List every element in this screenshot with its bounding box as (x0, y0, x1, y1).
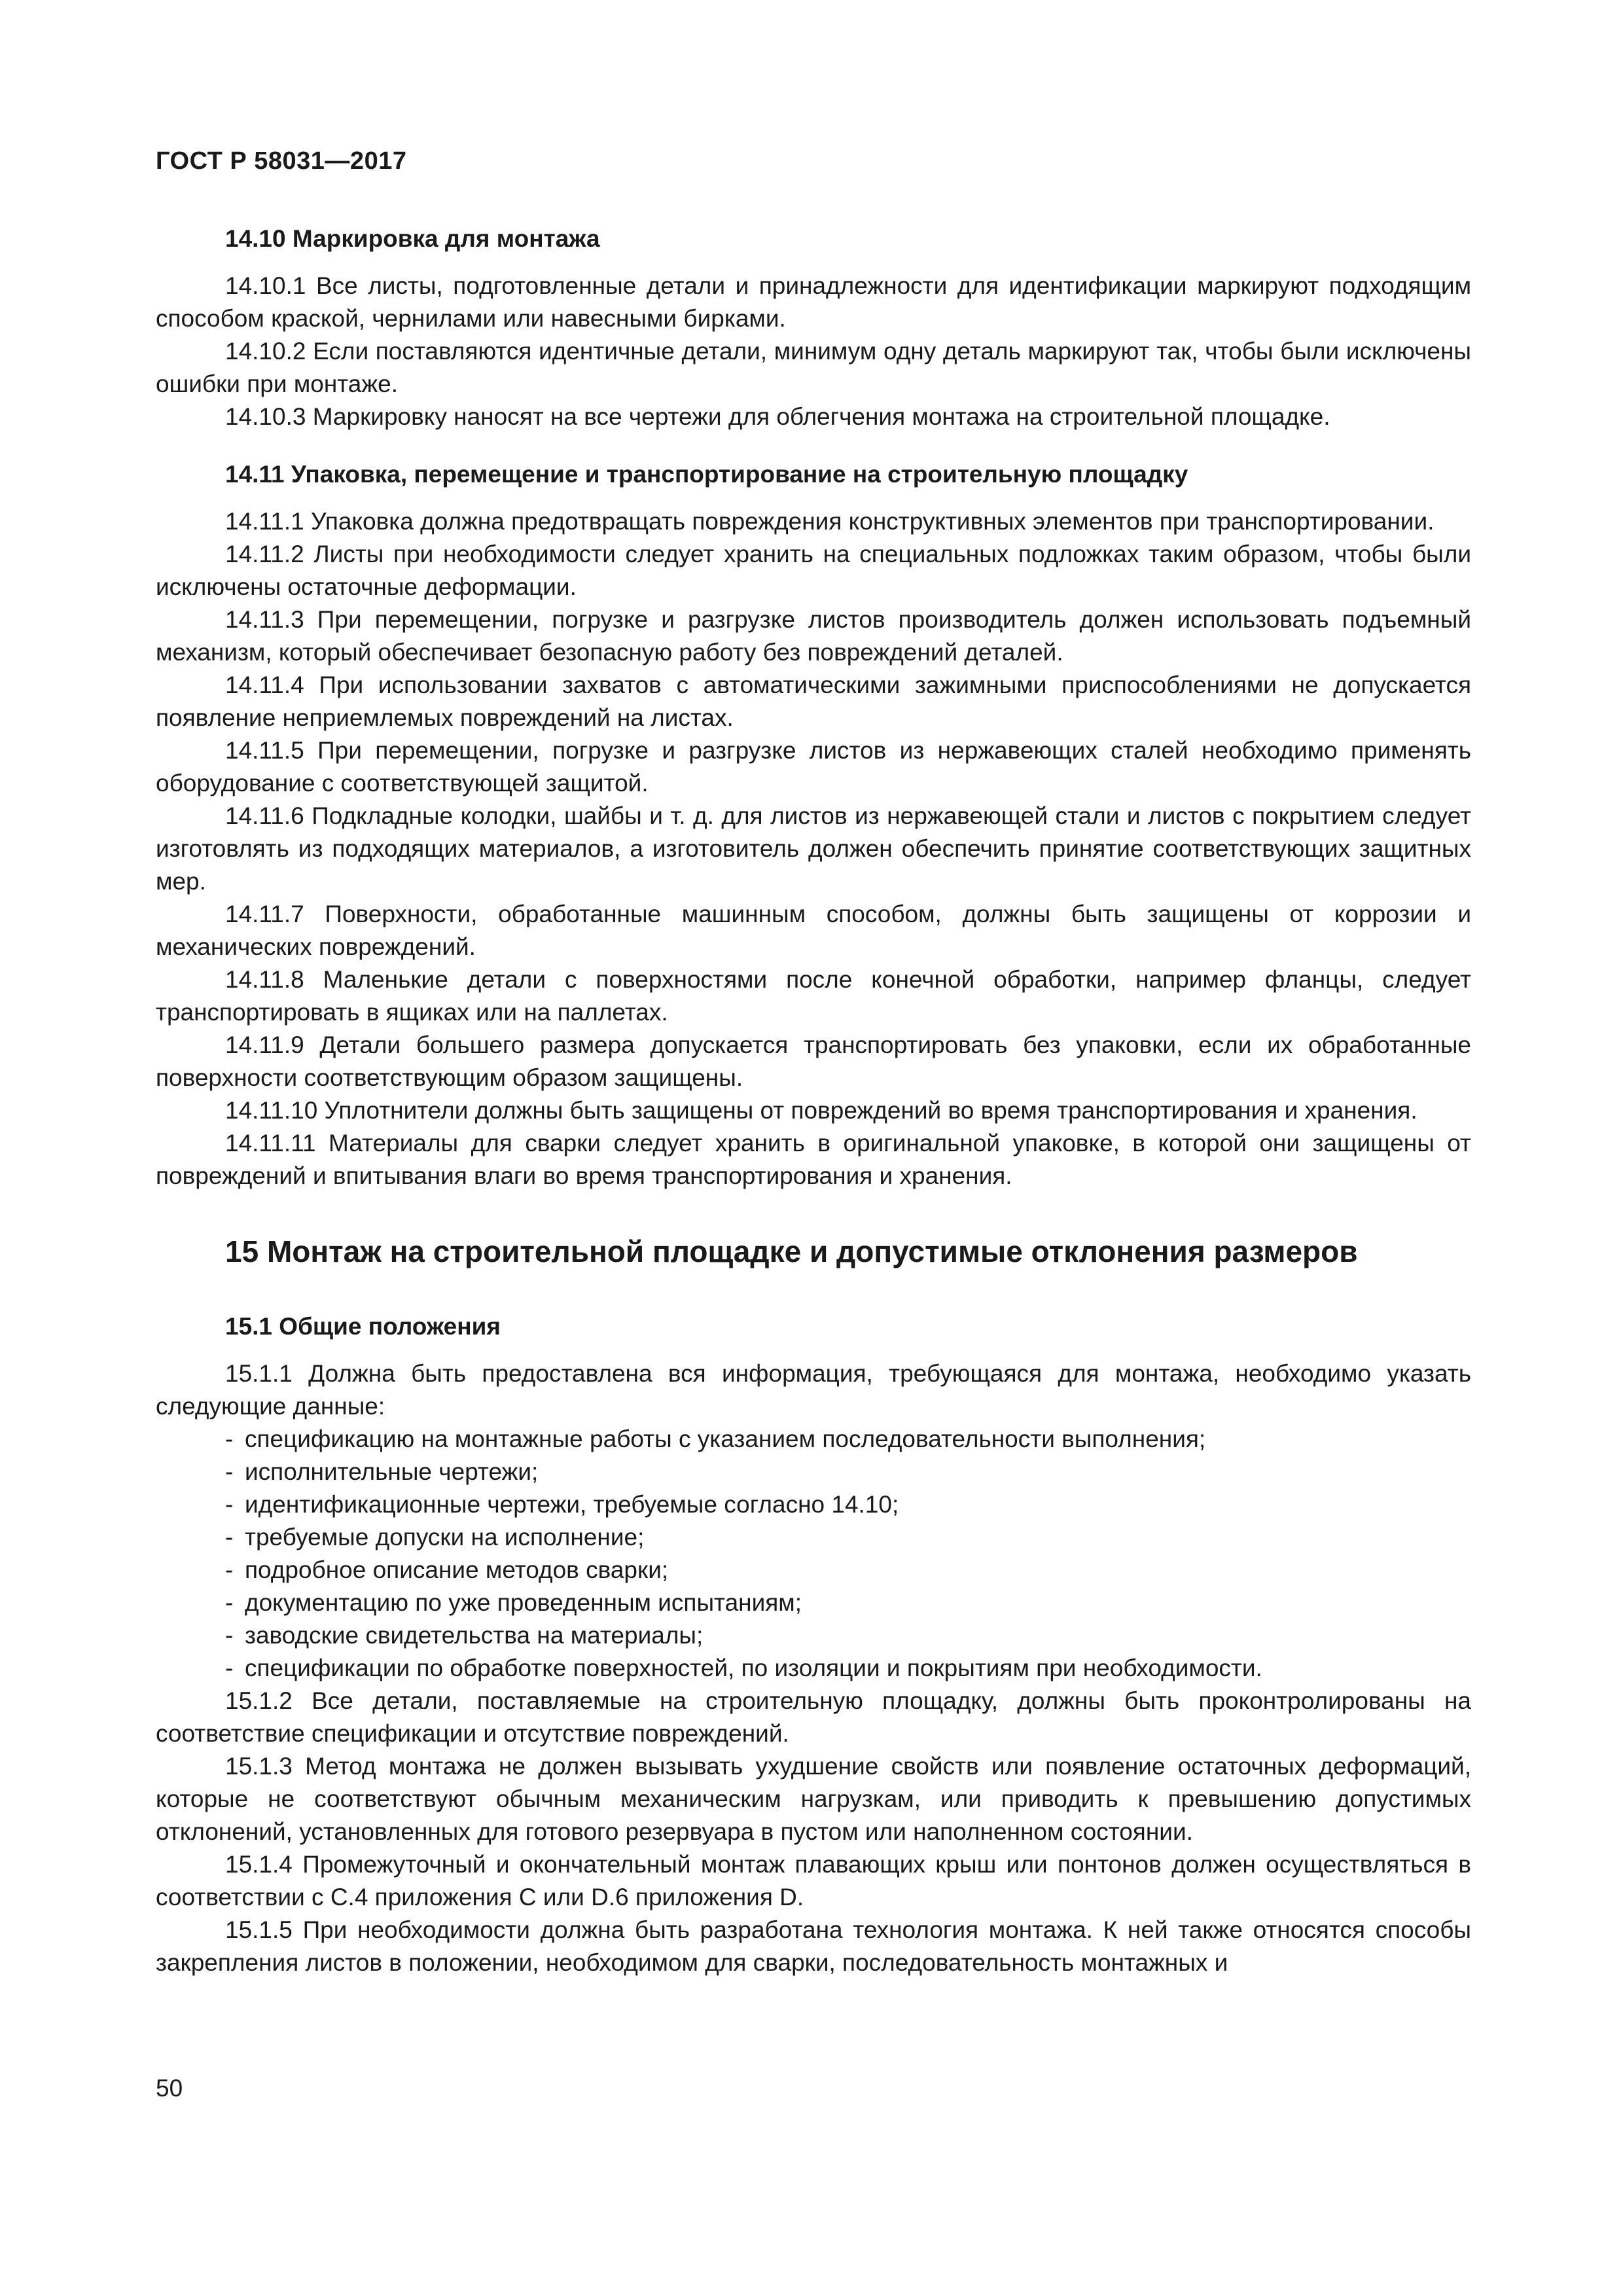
paragraph-14-10-3: 14.10.3 Маркировку наносят на все чертежи для облегчения монтажа на строительной площадке. (225, 403, 1330, 430)
subsection-title-15-1: 15.1 Общие положения (225, 1313, 501, 1340)
document-body (156, 223, 1471, 1979)
list-item (156, 1587, 1471, 1619)
list-item (156, 1521, 1471, 1554)
paragraph-14-11-5: 14.11.5 При перемещении, погрузке и разгрузке листов из нержавеющих сталей необходимо применять оборудование с соответствующей защитой. (156, 737, 1471, 797)
list-item (156, 1488, 1471, 1521)
page-number: 50 (156, 2075, 183, 2102)
paragraph-14-11-11: 14.11.11 Материалы для сварки следует хранить в оригинальной упаковке, в которой они защищены от повреждений и впитывания влаги во время транспортирования и хранения. (156, 1130, 1471, 1189)
list-item (156, 1423, 1471, 1456)
paragraph-14-10-1: 14.10.1 Все листы, подготовленные детали и принадлежности для идентификации маркируют подходящим способом краской, чернилами или навесными бирками. (156, 272, 1471, 332)
requirements-list (156, 1423, 1471, 1685)
paragraph-14-10-2: 14.10.2 Если поставляются идентичные детали, минимум одну деталь маркируют так, чтобы были исключены ошибки при монтаже. (156, 338, 1471, 397)
bullet-dash: - (225, 1458, 234, 1485)
paragraph-14-11-2: 14.11.2 Листы при необходимости следует хранить на специальных подложках таким образом, чтобы были исключены остаточные деформации. (156, 541, 1471, 600)
paragraph-14-11-1: 14.11.1 Упаковка должна предотвращать повреждения конструктивных элементов при транспортировании. (225, 508, 1435, 535)
list-item-text: идентификационные чертежи, требуемые согласно 14.10; (245, 1491, 899, 1518)
paragraph-15-1-1: 15.1.1 Должна быть предоставлена вся информация, требующаяся для монтажа, необходимо указать следующие данные: (156, 1360, 1471, 1420)
list-item (156, 1554, 1471, 1587)
list-item (156, 1456, 1471, 1488)
paragraph-15-1-5: 15.1.5 При необходимости должна быть разработана технология монтажа. К ней также относятся способы закрепления листов в положении, необходимом для сварки, последовательность монтажных и (156, 1916, 1471, 1976)
paragraph-15-1-2: 15.1.2 Все детали, поставляемые на строительную площадку, должны быть проконтролированы на соответствие спецификации и отсутствие повреждений. (156, 1687, 1471, 1747)
list-item-text: подробное описание методов сварки; (245, 1556, 669, 1583)
document-code-header: ГОСТ Р 58031—2017 (156, 147, 407, 175)
paragraph-14-11-4: 14.11.4 При использовании захватов с автоматическими зажимными приспособлениями не допускается появление неприемлемых повреждений на листах. (156, 672, 1471, 731)
bullet-dash: - (225, 1524, 234, 1551)
paragraph-14-11-8: 14.11.8 Маленькие детали с поверхностями после конечной обработки, например фланцы, следует транспортировать в ящиках или на паллетах. (156, 966, 1471, 1026)
list-item (156, 1619, 1471, 1652)
list-item-text: заводские свидетельства на материалы; (245, 1622, 704, 1649)
paragraph-15-1-3: 15.1.3 Метод монтажа не должен вызывать ухудшение свойств или появление остаточных деформаций, которые не соответствуют обычным механическим нагрузкам, или приводить к превышению допустимых отклонений, установленных для готового резервуара в пустом или наполненном состоянии. (156, 1753, 1471, 1845)
list-item (156, 1652, 1471, 1685)
paragraph-14-11-10: 14.11.10 Уплотнители должны быть защищены от повреждений во время транспортирования и хранения. (225, 1097, 1418, 1124)
list-item-text: требуемые допуски на исполнение; (245, 1524, 645, 1551)
paragraph-14-11-7: 14.11.7 Поверхности, обработанные машинным способом, должны быть защищены от коррозии и механических повреждений. (156, 901, 1471, 960)
subsection-title-14-10: 14.10 Маркировка для монтажа (225, 225, 600, 252)
subsection-title-14-11: 14.11 Упаковка, перемещение и транспортирование на строительную площадку (225, 461, 1188, 488)
bullet-dash: - (225, 1655, 234, 1681)
bullet-dash: - (225, 1491, 234, 1518)
bullet-dash: - (225, 1622, 234, 1649)
paragraph-14-11-6: 14.11.6 Подкладные колодки, шайбы и т. д. для листов из нержавеющей стали и листов с покрытием следует изготовлять из подходящих материалов, а изготовитель должен обеспечить принятие соответствующих защитных мер. (156, 802, 1471, 895)
list-item-text: исполнительные чертежи; (245, 1458, 539, 1485)
bullet-dash: - (225, 1589, 234, 1616)
paragraph-15-1-4: 15.1.4 Промежуточный и окончательный монтаж плавающих крыш или понтонов должен осуществляться в соответствии с С.4 приложения С или D.6 приложения D. (156, 1851, 1471, 1910)
list-item-text: документацию по уже проведенным испытаниям; (245, 1589, 802, 1616)
bullet-dash: - (225, 1556, 234, 1583)
paragraph-14-11-9: 14.11.9 Детали большего размера допускается транспортировать без упаковки, если их обработанные поверхности соответствующим образом защищены. (156, 1031, 1471, 1091)
paragraph-14-11-3: 14.11.3 При перемещении, погрузке и разгрузке листов производитель должен использовать подъемный механизм, который обеспечивает безопасную работу без повреждений деталей. (156, 606, 1471, 666)
section-title-15: 15 Монтаж на строительной площадке и допустимые отклонения размеров (225, 1234, 1358, 1268)
list-item-text: спецификацию на монтажные работы с указанием последовательности выполнения; (245, 1426, 1206, 1452)
list-item-text: спецификации по обработке поверхностей, по изоляции и покрытиям при необходимости. (245, 1655, 1262, 1681)
bullet-dash: - (225, 1426, 234, 1452)
